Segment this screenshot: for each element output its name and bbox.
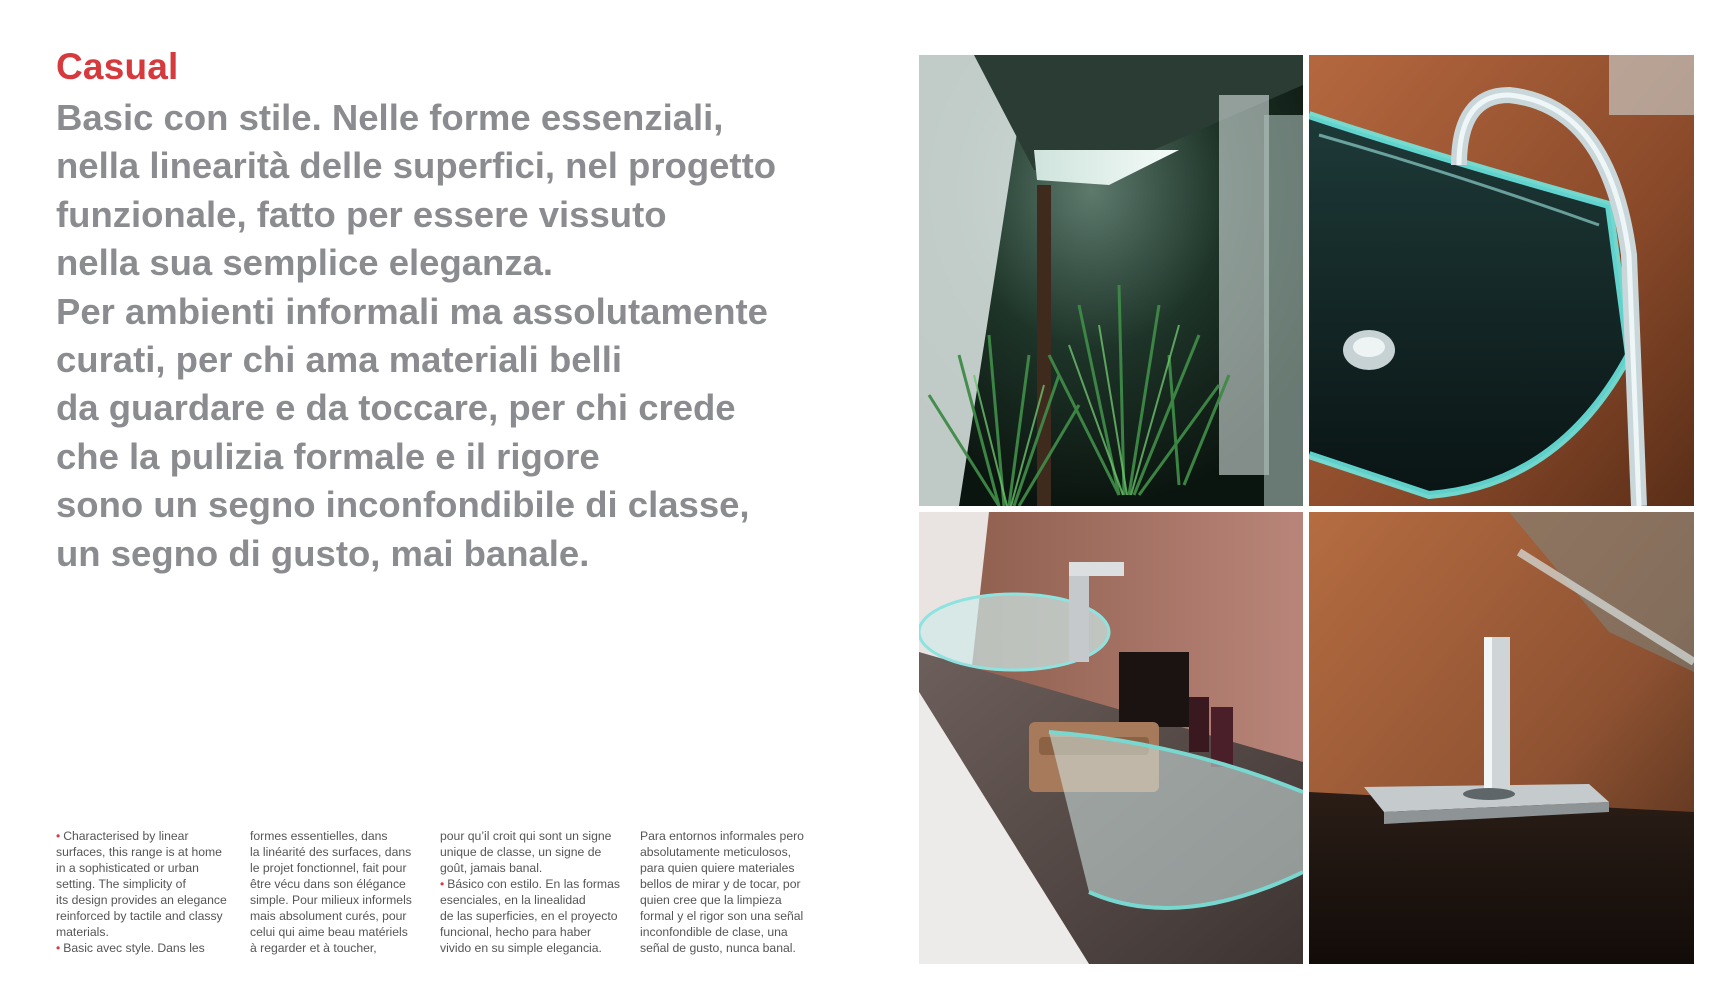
headline-line: Per ambienti informali ma assolutamente bbox=[56, 290, 768, 332]
body-text-line bbox=[56, 908, 227, 924]
body-text-line bbox=[250, 828, 412, 844]
body-text: être vécu dans son élégance bbox=[250, 877, 406, 892]
body-text: à regarder et à toucher, bbox=[250, 941, 377, 956]
body-text-line bbox=[440, 860, 620, 876]
body-text-line bbox=[250, 908, 412, 924]
body-text: setting. The simplicity of bbox=[56, 877, 186, 892]
body-text-line bbox=[56, 828, 227, 844]
body-text: pour qu’il croit qui sont un signe bbox=[440, 829, 612, 843]
body-text-line bbox=[250, 876, 412, 892]
body-text-line bbox=[640, 876, 804, 892]
body-text: formal y el rigor son una señal bbox=[640, 909, 804, 924]
body-text: in a sophisticated or urban bbox=[56, 861, 199, 876]
text-column-3 bbox=[440, 828, 620, 956]
text-column-1 bbox=[56, 828, 227, 956]
body-text: celui qui aime beau matériels bbox=[250, 925, 408, 940]
body-text-line bbox=[640, 844, 804, 860]
body-text-line bbox=[640, 940, 804, 956]
body-text-line bbox=[56, 876, 227, 892]
body-text: mais absolument curés, pour bbox=[250, 909, 407, 924]
bullet-icon: • bbox=[56, 829, 61, 843]
body-text-line bbox=[440, 924, 620, 940]
photo-plants-under-light bbox=[919, 55, 1303, 506]
bullet-icon: • bbox=[440, 877, 445, 892]
body-text: reinforced by tactile and classy bbox=[56, 909, 223, 924]
body-text: Characterised by linear bbox=[63, 829, 189, 843]
body-text-line bbox=[440, 844, 620, 860]
bullet-icon: • bbox=[56, 941, 61, 956]
headline-line: da guardare e da toccare, per chi crede bbox=[56, 387, 736, 429]
body-text-line bbox=[250, 924, 412, 940]
headline-line: Basic con stile. Nelle forme essenziali, bbox=[56, 97, 724, 138]
body-text: vivido en su simple elegancia. bbox=[440, 941, 602, 956]
body-text: esenciales, en la linealidad bbox=[440, 893, 586, 908]
body-text-line bbox=[640, 924, 804, 940]
headline-line: nella linearità delle superfici, nel progetto bbox=[56, 145, 777, 187]
body-text-line bbox=[250, 940, 412, 956]
photo-countertop-glass-basins bbox=[919, 512, 1303, 964]
body-text: la linéarité des surfaces, dans bbox=[250, 845, 412, 860]
headline-line: nella sua semplice eleganza. bbox=[56, 242, 554, 284]
body-text: Para entornos informales pero bbox=[640, 829, 804, 843]
body-text: simple. Pour milieux informels bbox=[250, 893, 412, 908]
body-text: surfaces, this range is at home bbox=[56, 845, 222, 860]
body-text: funcional, hecho para haber bbox=[440, 925, 592, 940]
body-text: inconfondible de clase, una bbox=[640, 925, 788, 940]
body-text: goût, jamais banal. bbox=[440, 861, 543, 876]
body-text: Basic avec style. Dans les bbox=[63, 941, 205, 956]
body-text-line bbox=[440, 892, 620, 908]
body-text-line bbox=[440, 908, 620, 924]
body-text: para quien quiere materiales bbox=[640, 861, 795, 876]
body-text-line bbox=[440, 828, 620, 844]
body-text-line bbox=[440, 876, 620, 892]
body-text-line bbox=[56, 924, 227, 940]
body-text-line bbox=[250, 892, 412, 908]
page-title: Casual bbox=[56, 46, 179, 87]
headline-line: funzionale, fatto per essere vissuto bbox=[56, 193, 667, 235]
text-column-2 bbox=[250, 828, 412, 956]
headline-line: curati, per chi ama materiali belli bbox=[56, 339, 622, 381]
body-text: quien cree que la limpieza bbox=[640, 893, 782, 908]
headline-line: che la pulizia formale e il rigore bbox=[56, 435, 600, 477]
body-text-line bbox=[56, 844, 227, 860]
body-text: señal de gusto, nunca banal. bbox=[640, 941, 796, 956]
body-text-line bbox=[640, 860, 804, 876]
body-text: absolutamente meticulosos, bbox=[640, 845, 792, 860]
headline-line: un segno di gusto, mai banale. bbox=[56, 532, 590, 574]
body-text-line bbox=[56, 892, 227, 908]
photo-square-faucet-closeup bbox=[1309, 512, 1694, 964]
body-text-line bbox=[250, 844, 412, 860]
body-text-line bbox=[640, 892, 804, 908]
body-text-line bbox=[440, 940, 620, 956]
body-text-line bbox=[640, 828, 804, 844]
body-text: Básico con estilo. En las formas bbox=[447, 877, 620, 892]
headline-line: sono un segno inconfondibile di classe, bbox=[56, 484, 750, 526]
body-text-line bbox=[56, 860, 227, 876]
multilingual-body-text bbox=[56, 828, 816, 958]
photo-glass-basin-faucet bbox=[1309, 55, 1694, 506]
body-text: formes essentielles, dans bbox=[250, 829, 388, 843]
body-text: its design provides an elegance bbox=[56, 893, 227, 908]
body-text: le projet fonctionnel, fait pour bbox=[250, 861, 407, 876]
headline-text bbox=[56, 94, 816, 578]
text-column-4 bbox=[640, 828, 804, 956]
body-text: bellos de mirar y de tocar, por bbox=[640, 877, 801, 892]
body-text: de las superficies, en el proyecto bbox=[440, 909, 618, 924]
body-text: unique de classe, un signe de bbox=[440, 845, 602, 860]
body-text-line bbox=[250, 860, 412, 876]
body-text-line bbox=[56, 940, 227, 956]
body-text: materials. bbox=[56, 925, 109, 940]
body-text-line bbox=[640, 908, 804, 924]
